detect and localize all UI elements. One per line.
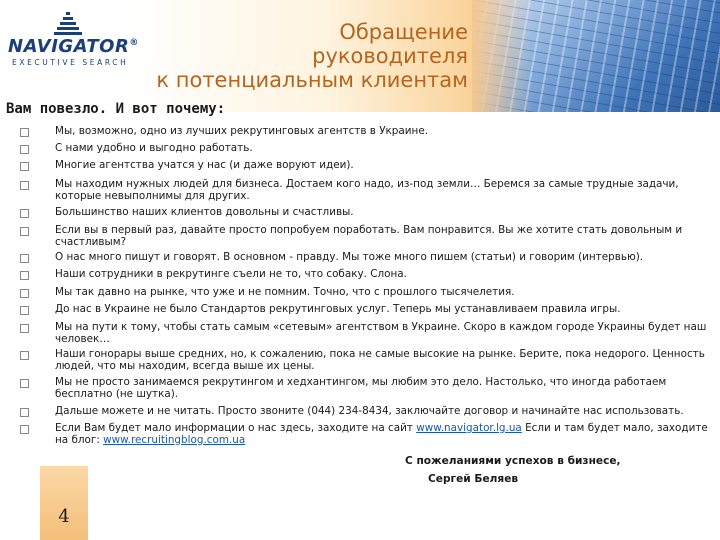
page-number-strip: [40, 466, 88, 540]
building-fade: [472, 0, 532, 112]
signature-name: Сергей Беляев: [428, 473, 519, 485]
signature-wishes: С пожеланиями успехов в бизнесе,: [405, 455, 621, 467]
subtitle: Вам повезло. И вот почему:: [6, 101, 226, 117]
checkbox-bullet-icon: [20, 145, 29, 154]
checkbox-bullet-icon: [20, 209, 29, 218]
checkbox-bullet-icon: [20, 289, 29, 298]
checkbox-bullet-icon: [20, 271, 29, 280]
page-number: 4: [58, 506, 70, 527]
checkbox-bullet-icon: [20, 128, 29, 137]
checkbox-bullet-icon: [20, 379, 29, 388]
title-line-1: Обращение: [339, 20, 468, 44]
checkbox-bullet-icon: [20, 324, 29, 333]
checkbox-bullet-icon: [20, 181, 29, 190]
checkbox-bullet-icon: [20, 306, 29, 315]
checkbox-bullet-icon: [20, 254, 29, 263]
logo-tagline: EXECUTIVE SEARCH: [12, 58, 129, 67]
checkbox-bullet-icon: [20, 227, 29, 236]
checkbox-bullet-icon: [20, 162, 29, 171]
page-title: [48, 20, 468, 92]
building-photo: [472, 0, 720, 112]
blog-link[interactable]: www.recruitingblog.com.ua: [103, 433, 246, 446]
logo-brand: NAVIGATOR®: [8, 36, 139, 57]
checkbox-bullet-icon: [20, 408, 29, 417]
title-line-2: руководителя: [312, 44, 468, 68]
checkbox-bullet-icon: [20, 351, 29, 360]
title-line-3: к потенциальным клиентам: [156, 68, 468, 92]
checkbox-bullet-icon: [20, 425, 29, 434]
site-link[interactable]: www.navigator.lg.ua: [416, 422, 522, 434]
